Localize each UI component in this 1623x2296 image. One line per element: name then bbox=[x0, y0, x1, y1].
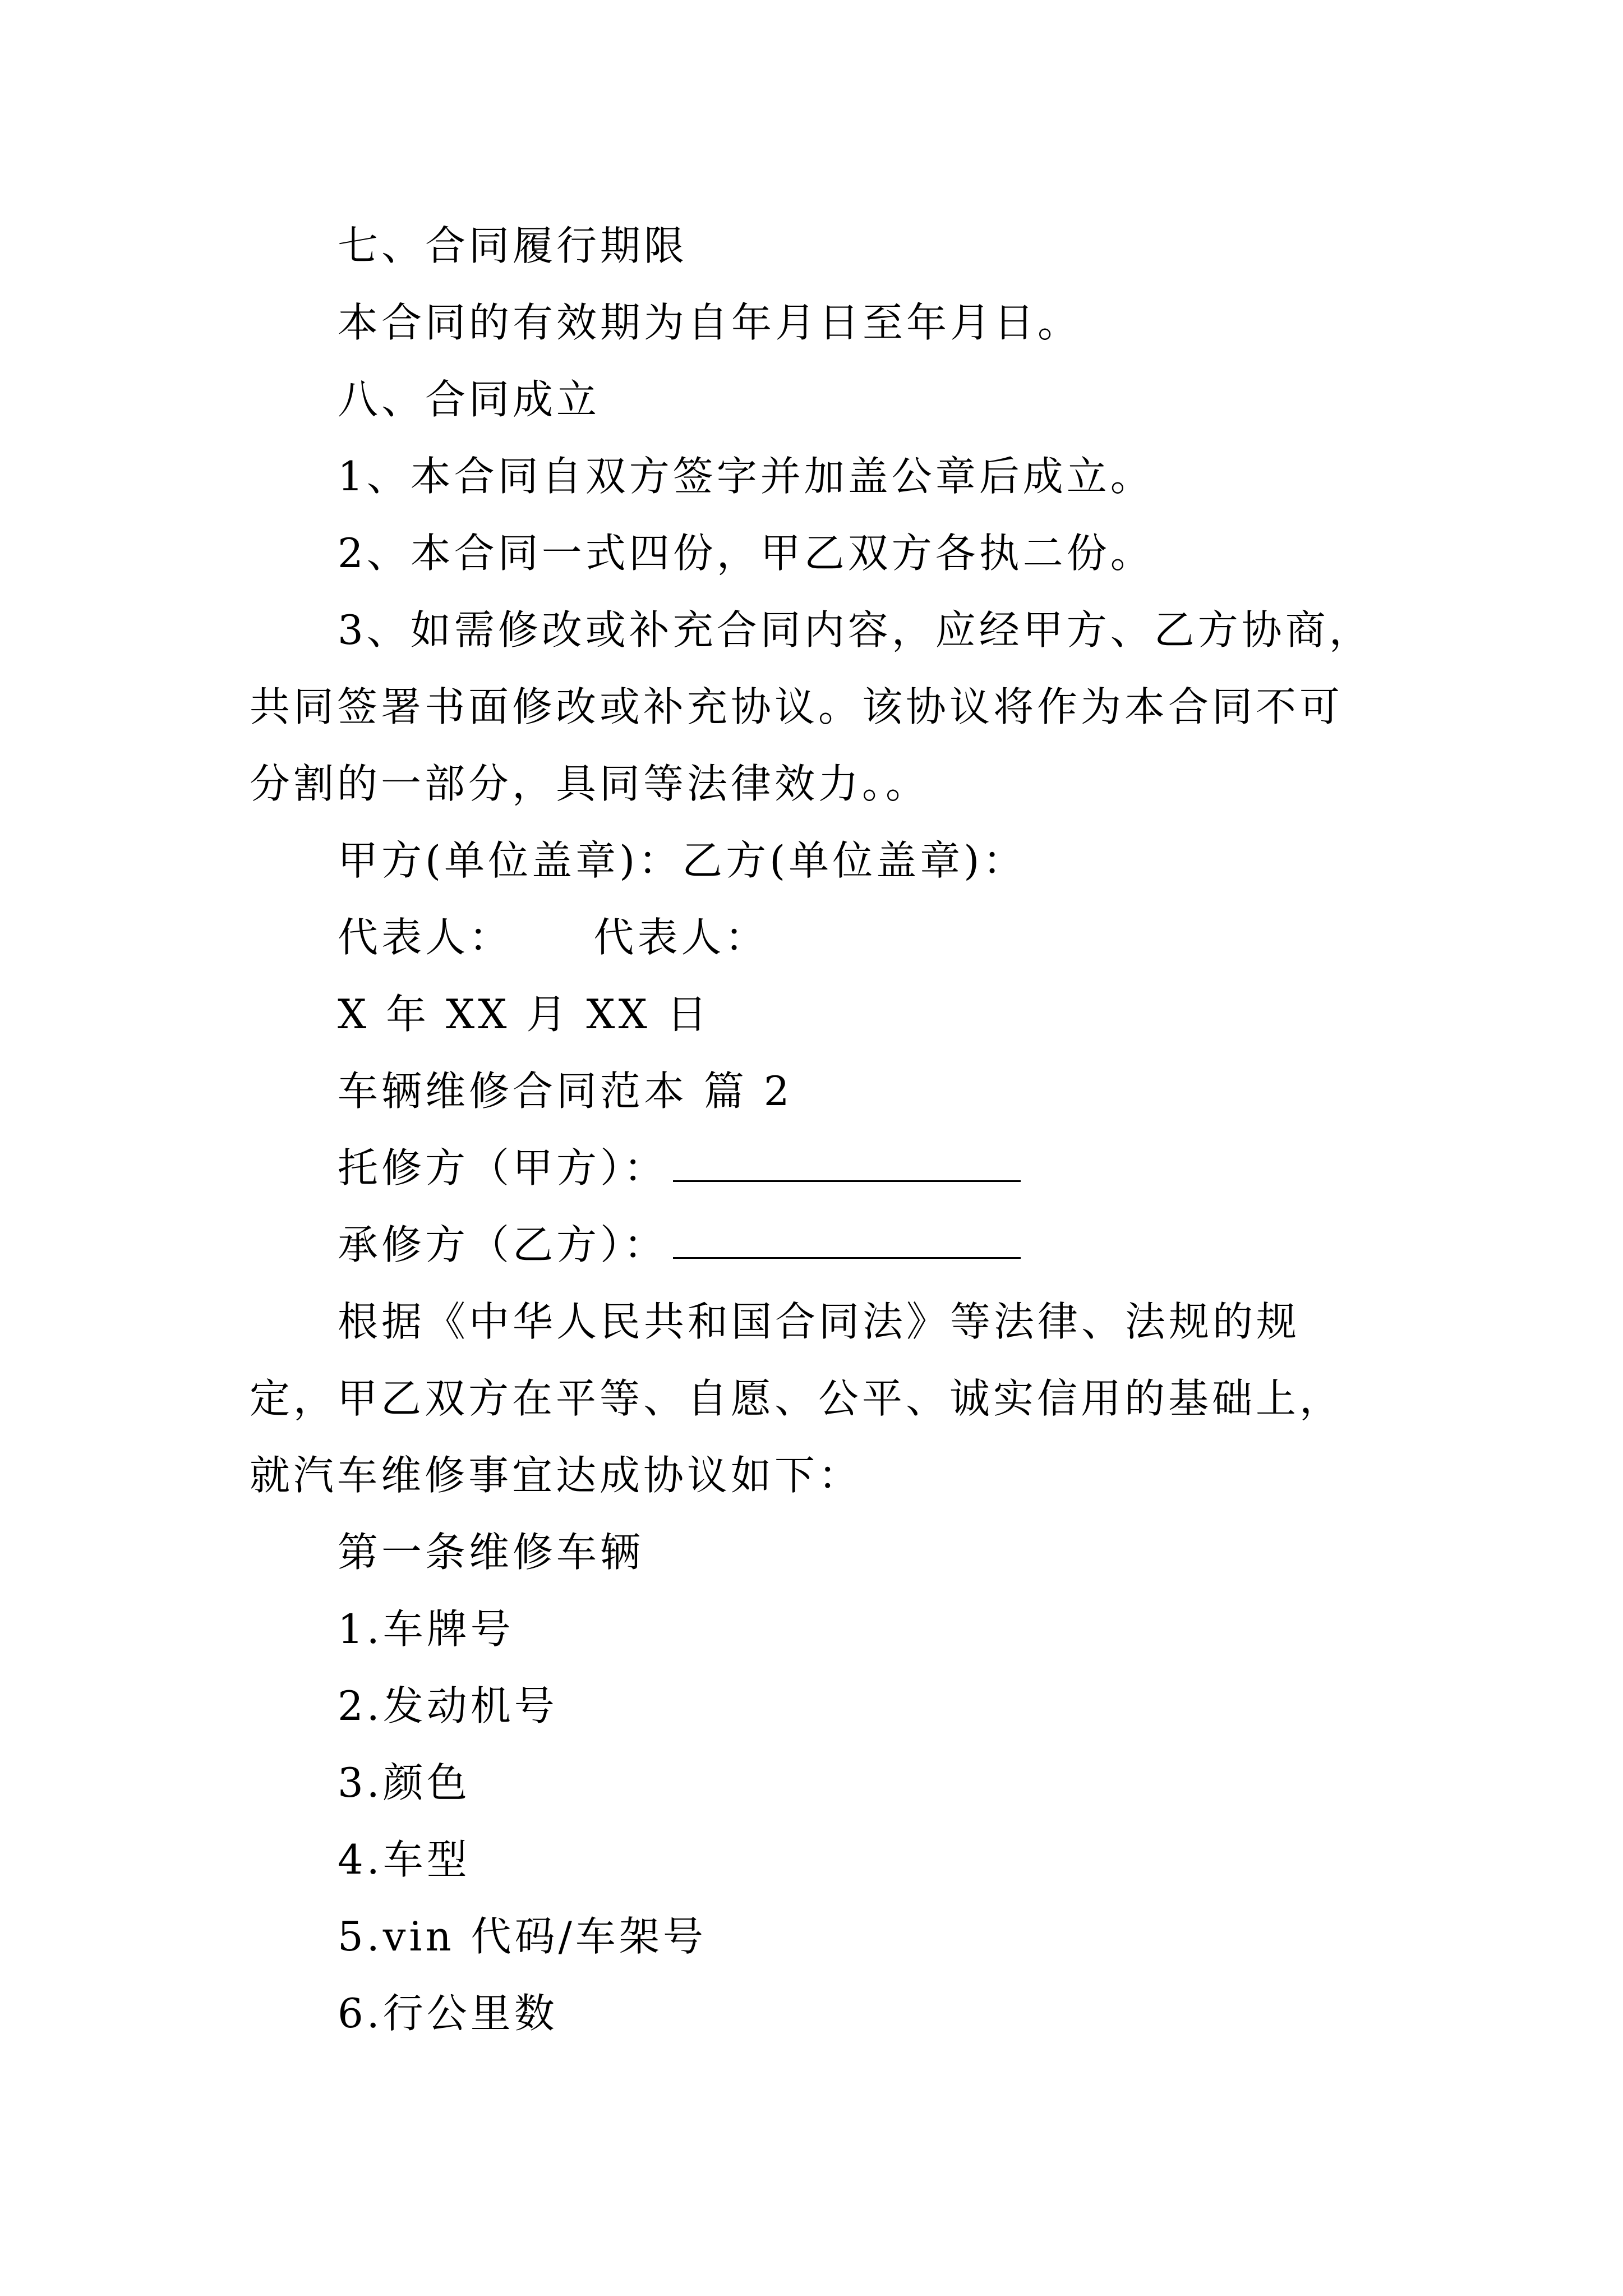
clause-3: 3、如需修改或补充合同内容，应经甲方、乙方协商，共同签署书面修改或补充协议。该协议将作为本合同不可分割的一部分，具同等法律效力。。 bbox=[250, 606, 1373, 807]
client-label: 托修方（甲方）： bbox=[338, 1144, 668, 1191]
contractor-label: 承修方（乙方）： bbox=[338, 1221, 668, 1268]
signature-party-line: 甲方(单位盖章)：乙方(单位盖章)： bbox=[338, 837, 1027, 884]
list-item: 2.发动机号 bbox=[338, 1682, 558, 1729]
article-1-heading: 第一条维修车辆 bbox=[338, 1529, 644, 1576]
contract-title-2: 车辆维修合同范本 篇 2 bbox=[338, 1068, 793, 1115]
client-line bbox=[250, 1130, 1382, 1207]
list-item: 4.车型 bbox=[338, 1836, 471, 1883]
list-item: 6.行公里数 bbox=[338, 1990, 558, 2037]
date-line: X 年 XX 月 XX 日 bbox=[338, 991, 711, 1038]
list-item: 5.vin 代码/车架号 bbox=[338, 1913, 707, 1960]
clause-1: 1、本合同自双方签字并加盖公章后成立。 bbox=[338, 453, 1154, 500]
client-blank bbox=[673, 1140, 1021, 1182]
representative-line: 代表人： 代表人： bbox=[338, 914, 769, 961]
contractor-line bbox=[250, 1207, 1382, 1283]
contractor-blank bbox=[673, 1217, 1021, 1259]
list-item: 3.颜色 bbox=[338, 1759, 471, 1806]
paragraph-validity: 本合同的有效期为自年月日至年月日。 bbox=[338, 299, 1082, 346]
document-body bbox=[250, 208, 1382, 2052]
section-heading-term: 七、合同履行期限 bbox=[338, 222, 688, 269]
list-item: 1.车牌号 bbox=[338, 1605, 514, 1653]
preamble-paragraph: 根据《中华人民共和国合同法》等法律、法规的规定，甲乙双方在平等、自愿、公平、诚实信用的基础上，就汽车维修事宜达成协议如下： bbox=[250, 1298, 1344, 1499]
clause-2: 2、本合同一式四份，甲乙双方各执二份。 bbox=[338, 530, 1154, 577]
section-heading-formation: 八、合同成立 bbox=[338, 376, 601, 423]
